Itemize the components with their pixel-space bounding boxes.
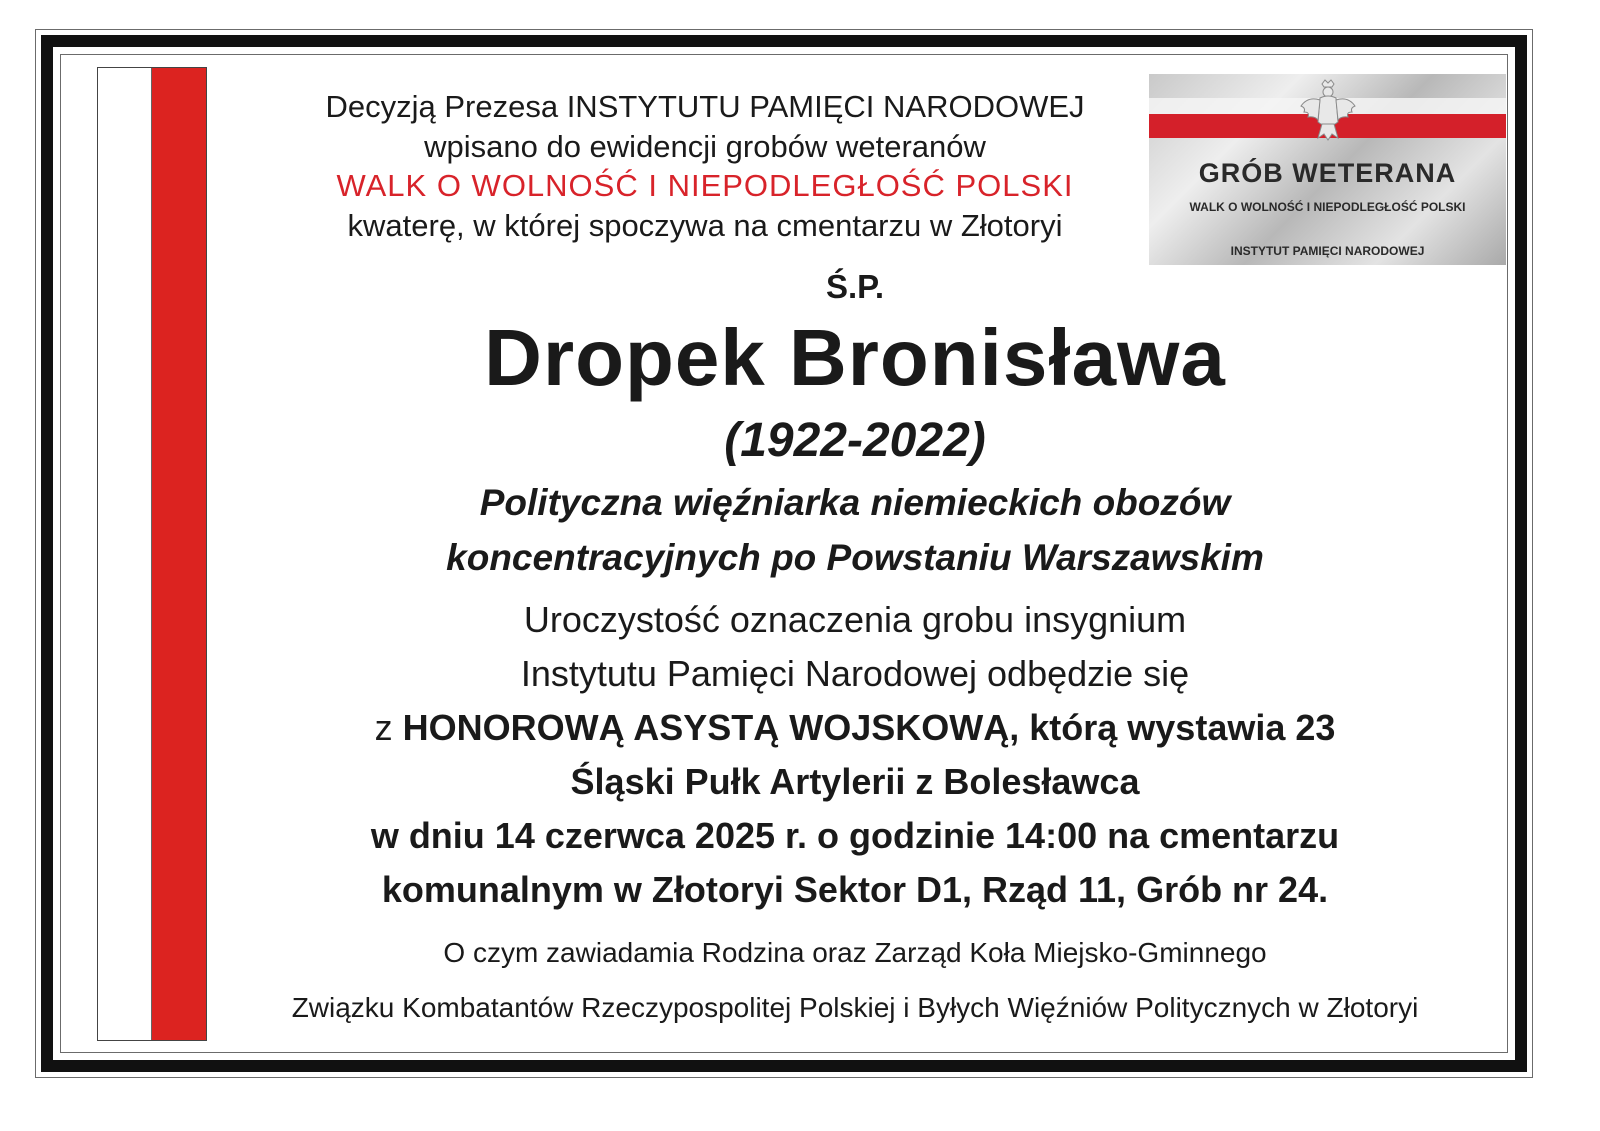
flag-white-band <box>98 68 152 1040</box>
sp-prefix: Ś.P. <box>825 268 885 305</box>
intro-line-3-red: WALK O WOLNOŚĆ I NIEPODLEGŁOŚĆ POLSKI <box>336 168 1074 203</box>
ceremony-line-5: w dniu 14 czerwca 2025 r. o godzinie 14:00 na cmentarzu <box>370 815 1340 856</box>
deceased-name: Dropek Bronisława <box>484 313 1226 402</box>
ceremony-line-3 <box>250 707 1460 749</box>
ceremony-line-3-bold: HONOROWĄ ASYSTĄ WOJSKOWĄ, którą wystawia 23 <box>402 707 1336 748</box>
intro-line-1: Decyzją Prezesa INSTYTUTU PAMIĘCI NARODOWEJ <box>325 89 1085 124</box>
intro-line-4: kwaterę, w której spoczywa na cmentarzu w Złotoryi <box>347 208 1063 243</box>
ceremony-line-4: Śląski Pułk Artylerii z Bolesławca <box>570 761 1140 802</box>
polish-eagle-icon <box>1298 78 1358 144</box>
plaque-title: GRÓB WETERANA <box>1198 158 1457 188</box>
ceremony-line-1: Uroczystość oznaczenia grobu insygnium <box>523 599 1187 640</box>
intro-line-2: wpisano do ewidencji grobów weteranów <box>424 129 986 164</box>
plaque-institute: INSTYTUT PAMIĘCI NARODOWEJ <box>1230 244 1425 258</box>
footer-line-1: O czym zawiadamia Rodzina oraz Zarząd Koła Miejsko-Gminnego <box>443 937 1267 968</box>
deceased-years: (1922-2022) <box>724 414 986 467</box>
footer-line-2: Związku Kombatantów Rzeczypospolitej Polskiej i Byłych Więźniów Politycznych w Złotoryi <box>291 992 1419 1023</box>
plaque-subtitle: WALK O WOLNOŚĆ I NIEPODLEGŁOŚĆ POLSKI <box>1189 200 1466 214</box>
ceremony-line-3-prefix: z <box>374 707 403 748</box>
polish-flag-stripe <box>97 67 207 1041</box>
ceremony-line-2: Instytutu Pamięci Narodowej odbędzie się <box>520 653 1190 694</box>
description-line-2: koncentracyjnych po Powstaniu Warszawskim <box>446 537 1264 578</box>
ceremony-line-6: komunalnym w Złotoryi Sektor D1, Rząd 11, Grób nr 24. <box>381 869 1329 910</box>
description-line-1: Polityczna więźniarka niemieckich obozów <box>479 482 1231 523</box>
flag-red-band <box>152 68 206 1040</box>
veteran-grave-plaque <box>1149 74 1506 265</box>
